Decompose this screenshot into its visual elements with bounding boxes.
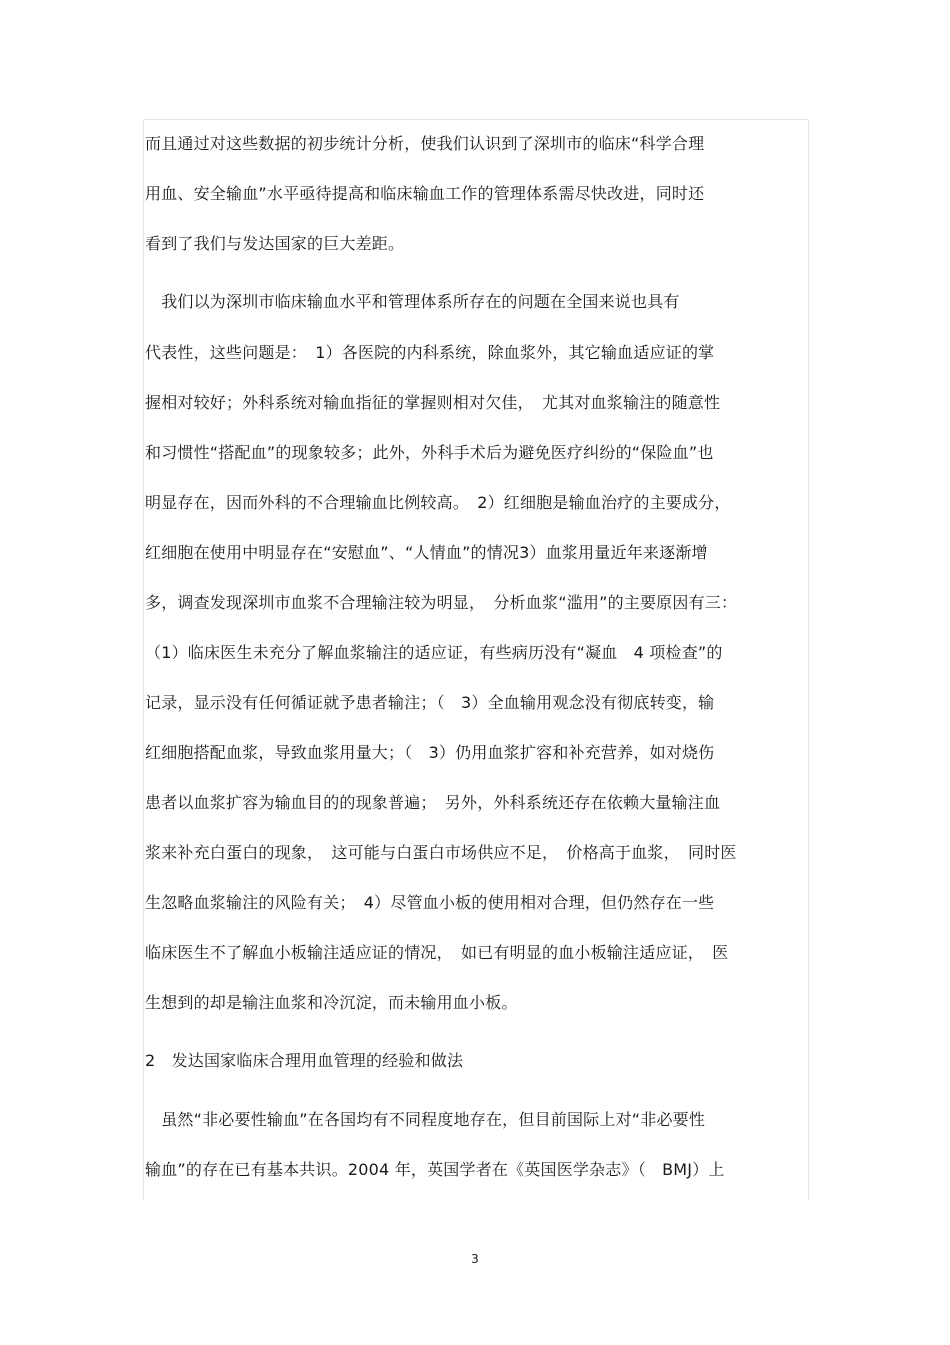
text-line: （1）临床医生未充分了解血浆输注的适应证，有些病历没有“凝血 4 项检查”的 — [145, 643, 723, 662]
text-line: 看到了我们与发达国家的巨大差距。 — [145, 234, 405, 253]
section-heading: 2 发达国家临床合理用血管理的经验和做法 — [145, 1051, 464, 1070]
text-line: 明显存在，因而外科的不合理输血比例较高。 2）红细胞是输血治疗的主要成分， — [145, 493, 731, 512]
text-line: 浆来补充白蛋白的现象， 这可能与白蛋白市场供应不足， 价格高于血浆， 同时医 — [145, 843, 737, 862]
text-line: 和习惯性“搭配血”的现象较多；此外，外科手术后为避免医疗纠纷的“保险血”也 — [145, 443, 714, 462]
text-line: 用血、安全输血”水平亟待提高和临床输血工作的管理体系需尽快改进，同时还 — [145, 184, 705, 203]
text-line: 虽然“非必要性输血”在各国均有不同程度地存在，但目前国际上对“非必要性 — [145, 1110, 706, 1129]
text-line: 红细胞搭配血浆，导致血浆用量大；（ 3）仍用血浆扩容和补充营养，如对烧伤 — [145, 743, 715, 762]
text-line: 红细胞在使用中明显存在“安慰血”、“人情血”的情况3）血浆用量近年来逐渐增 — [145, 543, 708, 562]
text-line: 输血”的存在已有基本共识。2004 年，英国学者在《英国医学杂志》（ BMJ）上 — [145, 1160, 725, 1179]
text-line: 代表性，这些问题是： 1）各医院的内科系统，除血浆外，其它输血适应证的掌 — [145, 343, 715, 362]
text-line: 记录，显示没有任何循证就予患者输注；（ 3）全血输用观念没有彻底转变，输 — [145, 693, 715, 712]
text-line: 生想到的却是输注血浆和冷沉淀，而未输用血小板。 — [145, 993, 518, 1012]
text-line: 临床医生不了解血小板输注适应证的情况， 如已有明显的血小板输注适应证， 医 — [145, 943, 729, 962]
page-number: 3 — [471, 1252, 479, 1266]
text-line: 而且通过对这些数据的初步统计分析，使我们认识到了深圳市的临床“科学合理 — [145, 134, 705, 153]
text-line: 握相对较好；外科系统对输血指征的掌握则相对欠佳， 尤其对血浆输注的随意性 — [145, 393, 721, 412]
text-line: 多，调查发现深圳市血浆不合理输注较为明显， 分析血浆“滥用”的主要原因有三： — [145, 593, 738, 612]
text-line: 我们以为深圳市临床输血水平和管理体系所存在的问题在全国来说也具有 — [145, 292, 680, 311]
text-line: 生忽略血浆输注的风险有关； 4）尽管血小板的使用相对合理，但仍然存在一些 — [145, 893, 715, 912]
text-line: 患者以血浆扩容为输血目的的现象普遍； 另外，外科系统还存在依赖大量输注血 — [145, 793, 721, 812]
